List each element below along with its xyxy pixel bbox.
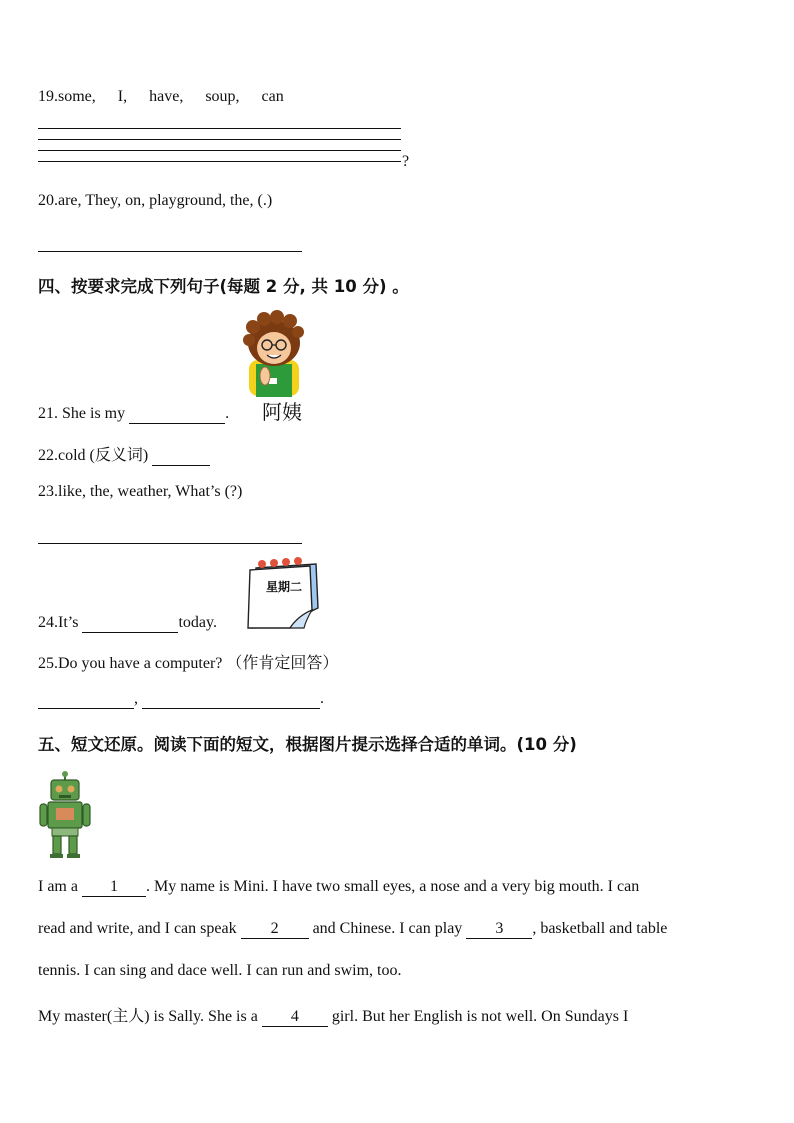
question-19-end-mark: ? (402, 153, 410, 170)
question-22 (38, 442, 210, 466)
question-25: 25.Do you have a computer? （作肯定回答） (38, 655, 339, 672)
aunt-caption: 阿姨 (262, 400, 302, 424)
question-21-suffix: . (225, 405, 230, 422)
question-25-answer (38, 690, 324, 709)
answer-line[interactable] (38, 150, 401, 151)
answer-line[interactable] (38, 139, 401, 140)
passage-line-4 (38, 1003, 628, 1027)
section-5-title: 五、短文还原。阅读下面的短文，根据图片提示选择合适的单词。(10 分) (38, 735, 577, 754)
aunt-illustration-icon (240, 310, 320, 425)
calendar-caption: 星期二 (266, 580, 303, 594)
passage-text: I am a (38, 878, 82, 895)
calendar-icon (244, 556, 326, 632)
passage-blank-4[interactable]: 4 (262, 1008, 328, 1027)
passage-text: and Chinese. I can play (308, 920, 467, 937)
question-21 (38, 405, 229, 424)
passage-line-1 (38, 878, 639, 897)
answer-blank[interactable] (82, 614, 178, 633)
word: have, (149, 88, 184, 105)
word: I, (117, 88, 128, 105)
passage-line-3: tennis. I can sing and dace well. I can run and swim, too. (38, 962, 402, 979)
question-number: 19. (38, 88, 58, 105)
passage-blank-3[interactable]: 3 (466, 920, 532, 939)
question-24-suffix: today. (178, 614, 217, 631)
answer-end-mark: . (320, 690, 324, 707)
question-23: 23.like, the, weather, What’s (?) (38, 483, 243, 500)
passage-text: . My name is Mini. I have two small eyes, a nose and a very big mouth. I can (145, 878, 640, 895)
passage-text: , basketball and table (532, 920, 668, 937)
answer-line[interactable] (38, 161, 401, 162)
question-21-prefix: 21. She is my (38, 405, 126, 422)
answer-blank[interactable] (142, 690, 320, 709)
passage-text: read and write, and I can speak (38, 920, 241, 937)
question-20: 20.are, They, on, playground, the, (.) (38, 192, 273, 209)
word: soup, (205, 88, 240, 105)
passage-blank-1[interactable]: 1 (82, 878, 146, 897)
answer-line[interactable] (38, 251, 302, 252)
section-4-title: 四、按要求完成下列句子(每题 2 分, 共 10 分) 。 (38, 277, 409, 296)
question-22-text: 22.cold (反义词) (38, 447, 149, 464)
word: can (261, 88, 284, 105)
question-24-prefix: 24.It’s (38, 614, 79, 631)
answer-line[interactable] (38, 543, 302, 544)
robot-icon (38, 770, 92, 860)
word: some, (58, 88, 96, 105)
answer-line[interactable] (38, 128, 401, 129)
question-24 (38, 614, 217, 633)
passage-blank-2[interactable]: 2 (241, 920, 309, 939)
passage-text: My master(主人) is Sally. She is a (38, 1008, 262, 1025)
passage-text: girl. But her English is not well. On Sundays I (327, 1008, 629, 1025)
answer-blank[interactable] (38, 690, 134, 709)
question-19 (38, 88, 302, 106)
answer-separator: , (134, 690, 138, 707)
passage-line-2 (38, 920, 667, 939)
answer-blank[interactable] (129, 405, 225, 424)
answer-blank[interactable] (152, 447, 210, 466)
